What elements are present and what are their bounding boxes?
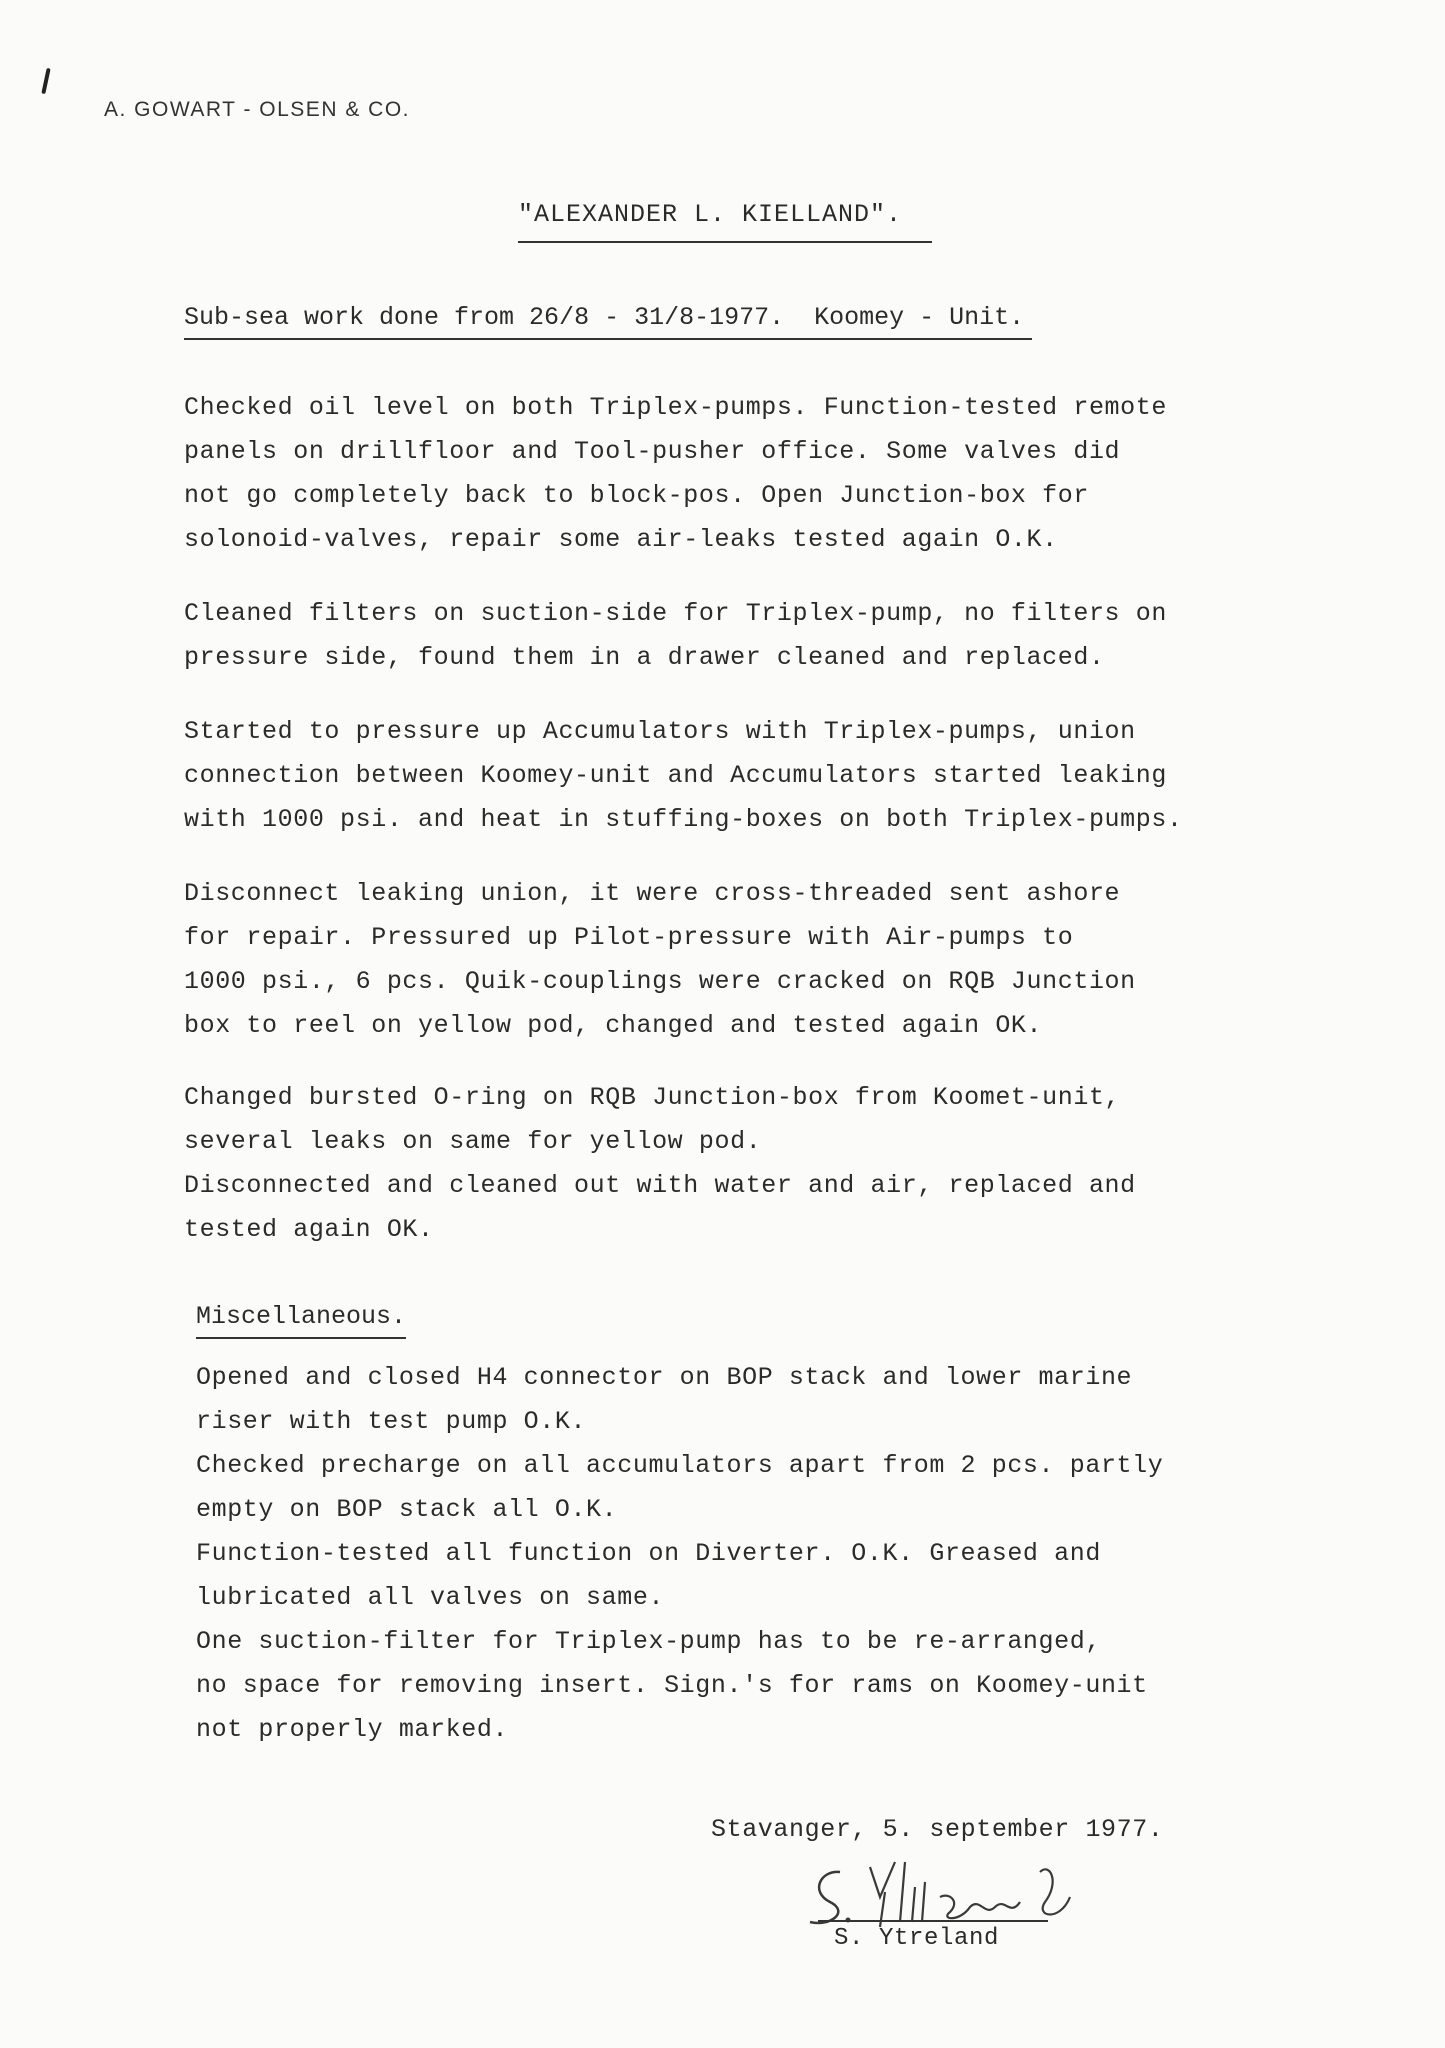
letterhead: A. GOWART - OLSEN & CO. <box>104 98 410 121</box>
paragraph-2: Cleaned filters on suction-side for Triplex-pump, no filters on pressure side, found them in a drawer cleaned and replaced. <box>184 599 1167 672</box>
edge-mark <box>41 68 50 94</box>
paragraph-4: Disconnect leaking union, it were cross-threaded sent ashore for repair. Pressured up Pilot-pressure with Air-pumps to 1000 psi., 6 pcs. Quik-couplings were cracked on RQB Junction box to reel on yellow pod, changed and tested again OK. <box>184 879 1136 1040</box>
place-and-date: Stavanger, 5. september 1977. <box>711 1815 1164 1844</box>
document-subtitle: Sub-sea work done from 26/8 - 31/8-1977. Koomey - Unit. <box>184 303 1032 340</box>
paragraph-3: Started to pressure up Accumulators with Triplex-pumps, union connection between Koomey-unit and Accumulators started leaking with 1000 psi. and heat in stuffing-boxes on both Triplex-pumps. <box>184 717 1183 834</box>
miscellaneous-text: Opened and closed H4 connector on BOP stack and lower marine riser with test pump O.K. Checked precharge on all accumulators apart from 2 pcs. partly empty on BOP stack all O.K. Function-tested all function on Diverter. O.K. Greased and lubricated all valves on same. One suction-filter for Triplex-pump has to be re-arranged, no space for removing insert. Sign.'s for rams on Koomey-unit not properly marked. <box>196 1363 1164 1744</box>
paragraph-5: Changed bursted O-ring on RQB Junction-box from Koomet-unit, several leaks on same for yellow pod. Disconnected and cleaned out with water and air, replaced and tested again OK. <box>184 1083 1136 1244</box>
signature-line <box>818 1920 1048 1922</box>
paragraph-1: Checked oil level on both Triplex-pumps. Function-tested remote panels on drillfloor and Tool-pusher office. Some valves did not go completely back to block-pos. Open Junction-box for solonoid-valves, repair some air-leaks tested again O.K. <box>184 393 1167 554</box>
miscellaneous-heading: Miscellaneous. <box>196 1302 406 1339</box>
document-title: "ALEXANDER L. KIELLAND". <box>518 200 932 243</box>
signer-name: S. Ytreland <box>834 1925 1000 1952</box>
